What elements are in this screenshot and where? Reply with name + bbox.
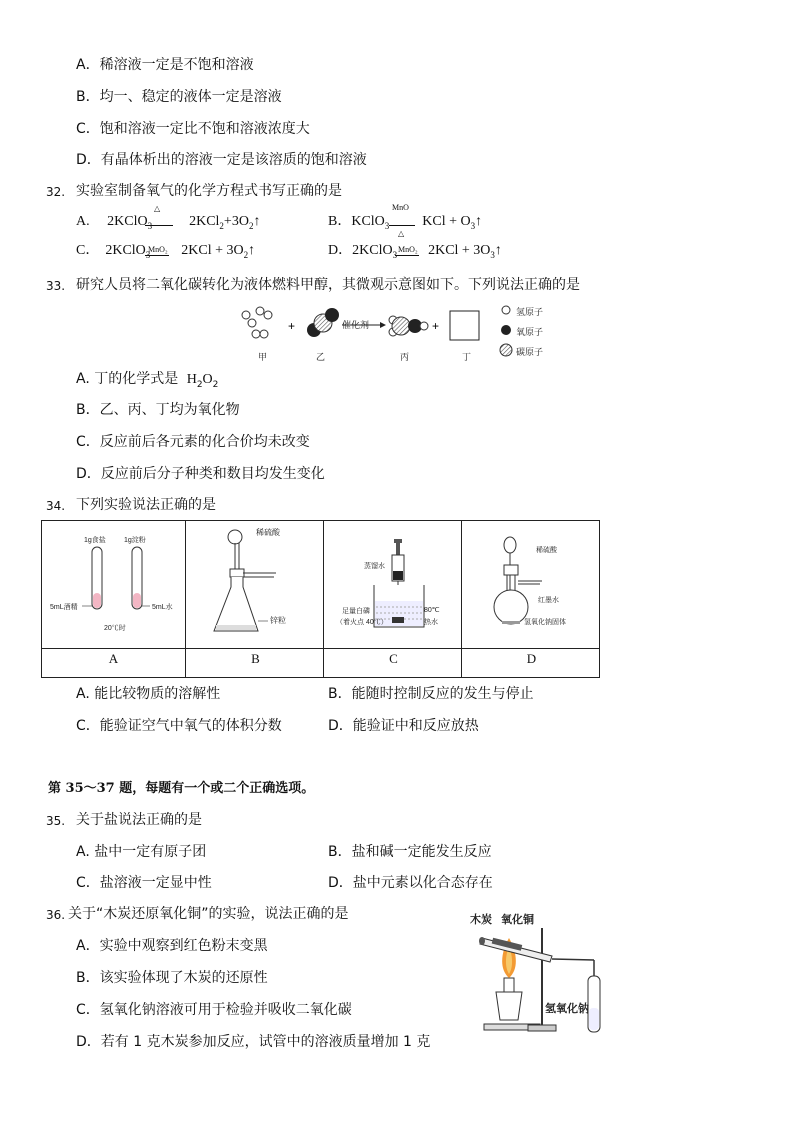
image-c-syringe-beaker <box>324 521 461 647</box>
q36-stem: 关于“木炭还原氧化铜”的实验，说法正确的是 <box>68 906 349 922</box>
legend-hydrogen-label: 氢原子 <box>516 307 544 317</box>
catalyst-label: MnO₂ <box>148 245 168 254</box>
label-water: 5mL水 <box>152 604 173 611</box>
heat-symbol: △ <box>154 204 161 213</box>
q33-option-b: B．乙、丙、丁均为氧化物 <box>76 402 240 418</box>
subscript: 3 <box>384 220 390 231</box>
label-80c: 80℃ <box>424 607 440 614</box>
plus-sign: + <box>432 319 440 333</box>
q35-number: 35. <box>46 814 66 828</box>
subscript: 2 <box>243 249 249 260</box>
divider <box>42 648 599 649</box>
q32-option-a <box>76 213 260 235</box>
option-label: D． <box>328 243 353 258</box>
q33-option-a <box>76 370 218 394</box>
legend-carbon-label: 碳原子 <box>516 347 544 357</box>
gas-arrow: ↑ <box>475 214 483 229</box>
formula: O <box>202 372 213 387</box>
q33-number: 33. <box>46 279 66 293</box>
q36-option-a: A．实验中观察到红色粉末变黑 <box>76 938 268 954</box>
option-label: B． <box>328 214 352 229</box>
arrow-head <box>380 322 386 328</box>
option-text: A. 丁的化学式是 <box>76 371 179 387</box>
label-naoh-solid: 氢氧化钠固体 <box>524 619 566 626</box>
equation-right: 2KCl <box>189 214 220 229</box>
q36-apparatus-figure <box>466 908 611 1038</box>
q35-stem: 关于盐说法正确的是 <box>76 812 202 828</box>
equation-right: 2KCl + 3O <box>428 243 491 258</box>
caption-d: D <box>526 651 537 666</box>
subscript: 3 <box>145 249 151 260</box>
equation-right: 2KCl + 3O <box>181 243 244 258</box>
label-jia: 甲 <box>258 352 268 362</box>
q35-option-c: C．盐溶液一定显中性 <box>76 875 212 891</box>
q36-option-d: D．若有 1 克木炭参加反应，试管中的溶液质量增加 1 克 <box>76 1034 431 1050</box>
q31-option-c: C．饱和溶液一定比不饱和溶液浓度大 <box>76 121 310 137</box>
equation-left: 2KClO <box>105 243 146 258</box>
label-alcohol: 5mL酒精 <box>50 604 78 611</box>
q32-stem: 实验室制备氧气的化学方程式书写正确的是 <box>76 183 342 199</box>
equation-line <box>395 255 419 256</box>
label-starch: 1g淀粉 <box>124 537 146 544</box>
q36-option-b: B．该实验体现了木炭的还原性 <box>76 970 268 986</box>
q34-option-a: A. 能比较物质的溶解性 <box>76 686 221 702</box>
legend-carbon-icon <box>500 344 512 356</box>
subscript: 2 <box>248 220 254 231</box>
equation-left: 2KClO <box>107 214 148 229</box>
q34-figure-table <box>41 520 600 678</box>
gas-arrow: ↑ <box>248 243 256 258</box>
image-b-flask <box>186 521 323 647</box>
molecule-jia <box>242 307 272 338</box>
q34-number: 34. <box>46 499 66 513</box>
equation-right: KCl + O <box>422 214 471 229</box>
q34-stem: 下列实验说法正确的是 <box>76 497 216 513</box>
q33-option-d: D．反应前后分子种类和数目均发生变化 <box>76 466 325 482</box>
q34-option-b: B．能随时控制反应的发生与停止 <box>328 686 534 702</box>
equation-left: 2KClO <box>352 243 393 258</box>
label-copper-oxide: 氧化铜 <box>501 914 534 926</box>
q32-number: 32. <box>46 185 66 199</box>
subscript: 2 <box>212 379 219 390</box>
subscript: 2 <box>196 379 203 390</box>
option-label: A. <box>76 214 90 229</box>
label-distilled-water: 蒸馏水 <box>364 563 385 570</box>
q34-option-c: C．能验证空气中氧气的体积分数 <box>76 718 282 734</box>
subscript: 3 <box>470 220 476 231</box>
image-d-round-flask <box>462 521 599 647</box>
q33-stem: 研究人员将二氧化碳转化为液体燃料甲醇，其微观示意图如下。下列说法正确的是 <box>76 277 580 293</box>
label-charcoal: 木炭 <box>470 914 492 926</box>
q31-option-b: B．均一、稳定的液体一定是溶液 <box>76 89 282 105</box>
equation-line <box>389 225 415 226</box>
legend-oxygen-icon <box>501 325 511 335</box>
unknown-product-box <box>450 311 479 340</box>
heat-symbol: △ <box>398 229 405 238</box>
label-sodium-hydroxide: 氢氧化钠 <box>545 1003 589 1015</box>
q34-option-d: D．能验证中和反应放热 <box>328 718 479 734</box>
legend-oxygen-label: 氧原子 <box>516 327 544 337</box>
section-heading: 第 35～37 题，每题有一个或二个正确选项。 <box>48 781 315 796</box>
label-yi: 乙 <box>316 352 326 362</box>
q36-option-c: C．氢氧化钠溶液可用于检验并吸收二氧化碳 <box>76 1002 352 1018</box>
caption-b: B <box>251 651 260 666</box>
label-dilute-sulfuric: 稀硫酸 <box>536 547 557 554</box>
molecule-bing <box>389 316 428 336</box>
catalyst-label: 催化剂 <box>342 320 370 330</box>
q35-option-d: D．盐中元素以化合态存在 <box>328 875 493 891</box>
subscript: 3 <box>392 249 398 260</box>
label-temperature: 20℃时 <box>104 625 126 632</box>
q32-option-b <box>328 213 482 235</box>
label-red-ink: 红墨水 <box>538 597 559 604</box>
label-ding: 丁 <box>462 352 472 362</box>
catalyst-label: MnO <box>392 203 409 212</box>
label-dilute-acid: 稀硫酸 <box>256 528 280 537</box>
subscript: 3 <box>147 220 153 231</box>
q35-option-b: B．盐和碱一定能发生反应 <box>328 844 492 860</box>
label-salt: 1g食盐 <box>84 537 106 544</box>
q33-option-c: C．反应前后各元素的化合价均未改变 <box>76 434 310 450</box>
label-ignition-point: （着火点 40℃） <box>336 619 388 626</box>
q36-number: 36. <box>46 908 66 922</box>
plus-sign: + <box>288 319 296 333</box>
caption-a: A <box>108 651 119 666</box>
equation-tail: +3O <box>223 214 249 229</box>
subscript: 2 <box>219 220 224 231</box>
gas-arrow: ↑ <box>253 214 261 229</box>
label-hot-water: 热水 <box>424 619 438 626</box>
label-white-phosphorus: 足量白磷 <box>342 608 370 615</box>
equation-line <box>145 255 169 256</box>
q31-option-a: A．稀溶液一定是不饱和溶液 <box>76 57 254 73</box>
catalyst-label: MnO₂ <box>398 245 418 254</box>
label-bing: 丙 <box>400 352 410 362</box>
q35-option-a: A. 盐中一定有原子团 <box>76 844 207 860</box>
equation-line <box>145 225 173 226</box>
subscript: 3 <box>490 249 495 260</box>
label-zinc: 锌粒 <box>270 616 286 625</box>
legend-hydrogen-icon <box>502 306 510 314</box>
caption-c: C <box>389 651 398 666</box>
gas-arrow: ↑ <box>494 243 502 258</box>
molecule-yi <box>307 308 339 337</box>
q31-option-d: D．有晶体析出的溶液一定是该溶质的饱和溶液 <box>76 152 367 168</box>
equation-left: KClO <box>351 214 385 229</box>
formula: H <box>186 372 197 387</box>
option-label: C． <box>76 243 100 258</box>
